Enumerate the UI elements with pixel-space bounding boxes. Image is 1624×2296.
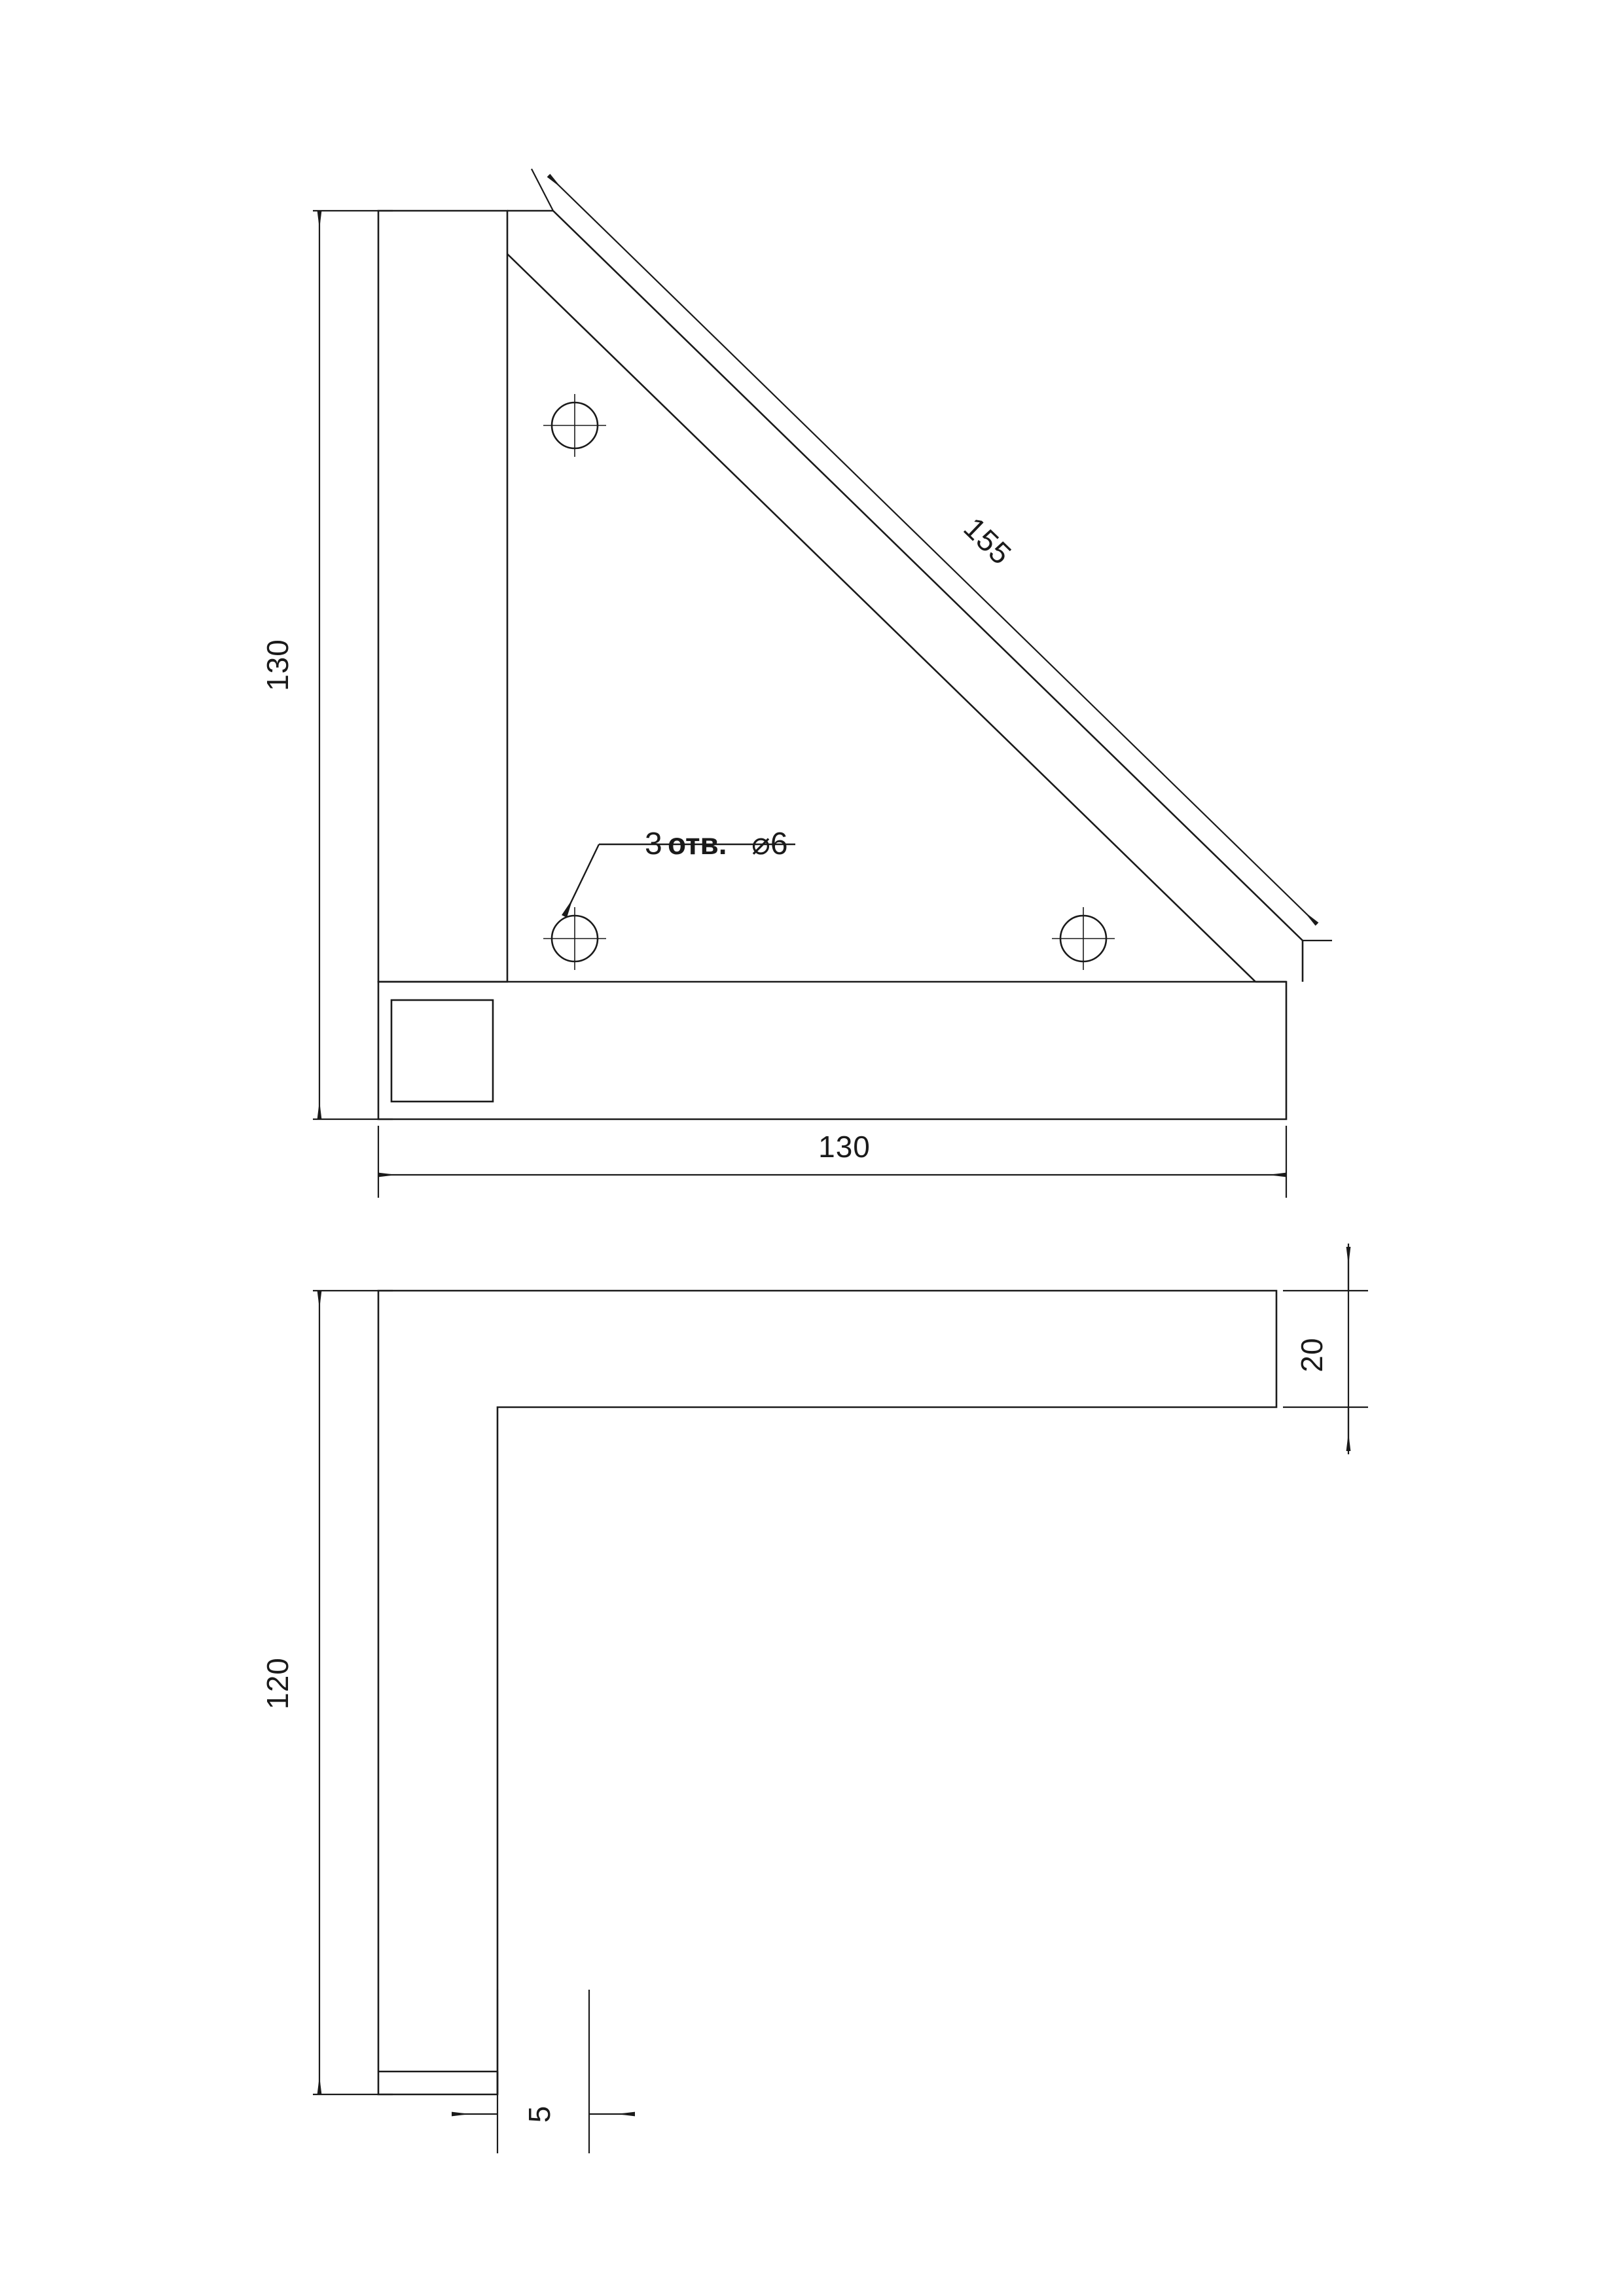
hole-bottom-left [543, 907, 606, 970]
dimension-label-hypotenuse: 155 [957, 511, 1019, 571]
front-view-outline [378, 211, 1303, 1119]
holes-note-word: отв. [668, 827, 727, 861]
dimension-label-side-thickness: 5 [522, 2105, 556, 2123]
side-view-outline [378, 1291, 1276, 2094]
dimension-label-side-height: 120 [261, 1657, 295, 1710]
holes-note-diameter: ⌀6 [751, 827, 788, 861]
dimension-label-front-width: 130 [818, 1130, 871, 1164]
dimension-hypotenuse [532, 169, 1332, 941]
dimension-label-side-flange: 20 [1295, 1337, 1329, 1372]
hole-top-left [543, 394, 606, 457]
dimension-label-front-height: 130 [261, 639, 295, 691]
dimension-side-height [313, 1291, 393, 2094]
hole-bottom-right [1052, 907, 1115, 970]
dimension-front-height [313, 211, 393, 1119]
holes-note-count: 3 [645, 827, 662, 861]
